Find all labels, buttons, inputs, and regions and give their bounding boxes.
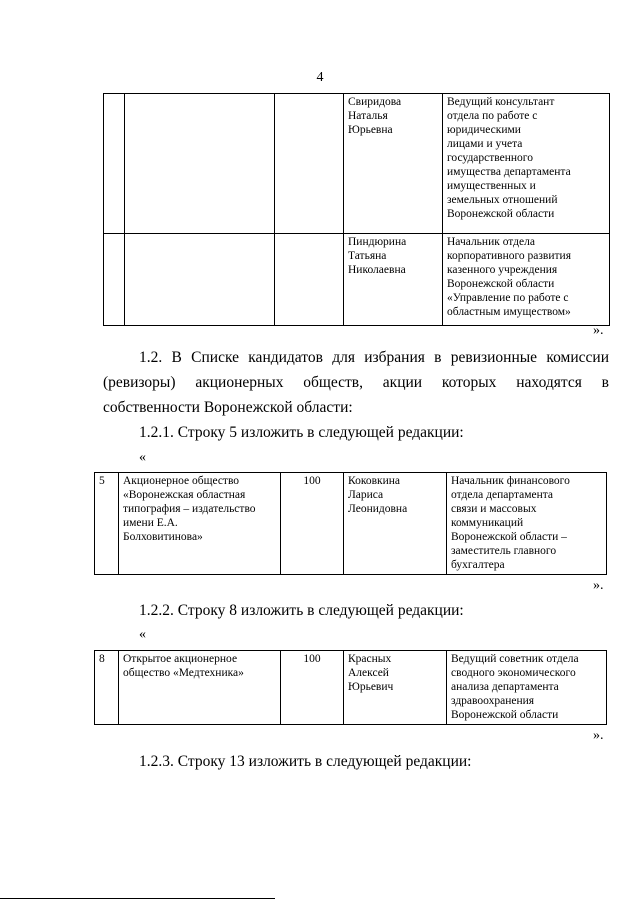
person-position: Ведущий советник отдела сводного экономического анализа департамента здравоохранения Воронежской области [447,651,607,725]
person-name: Свиридова Наталья Юрьевна [344,94,443,234]
person-name: Коковкина Лариса Леонидовна [344,473,447,575]
open-quote: « [139,627,146,642]
row-5-table [94,472,607,575]
table-row [95,473,607,575]
closing-quote: ». [593,728,604,743]
closing-quote: ». [593,323,604,338]
person-position: Ведущий консультант отдела по работе с юридическими лицами и учета государственного имущества департамента имущественных и земельных отношений Воронежской области [443,94,610,234]
heading-1-2-2: 1.2.2. Строку 8 изложить в следующей редакции: [139,602,464,619]
company-name: Акционерное общество «Воронежская областная типография – издательство имени Е.А. Болховитинова» [119,473,281,575]
heading-1-2-3: 1.2.3. Строку 13 изложить в следующей редакции: [139,753,472,770]
paragraph-1-2: 1.2. В Списке кандидатов для избрания в ревизионные комиссии (ревизоры) акционерных обществ, акции которых находятся в собственности Воронежской области: [103,349,609,416]
person-position: Начальник отдела корпоративного развития казенного учреждения Воронежской области «Управление по работе с областным имуществом» [443,234,610,326]
page-number: 4 [316,70,324,85]
person-name: Пиндюрина Татьяна Николаевна [344,234,443,326]
row-number: 5 [95,473,119,575]
row-8-table [94,650,607,725]
row-number: 8 [95,651,119,725]
table-row [104,94,610,234]
table-row [95,651,607,725]
person-position: Начальник финансового отдела департамента связи и массовых коммуникаций Воронежской области – заместитель главного бухгалтера [447,473,607,575]
share-percent: 100 [281,651,344,725]
open-quote: « [139,450,146,465]
footnote-separator [0,898,275,899]
table-row [104,234,610,326]
continuation-table [103,93,610,326]
closing-quote: ». [593,578,604,593]
person-name: Красных Алексей Юрьевич [344,651,447,725]
share-percent: 100 [281,473,344,575]
company-name: Открытое акционерное общество «Медтехника» [119,651,281,725]
heading-1-2-1: 1.2.1. Строку 5 изложить в следующей редакции: [139,424,464,441]
